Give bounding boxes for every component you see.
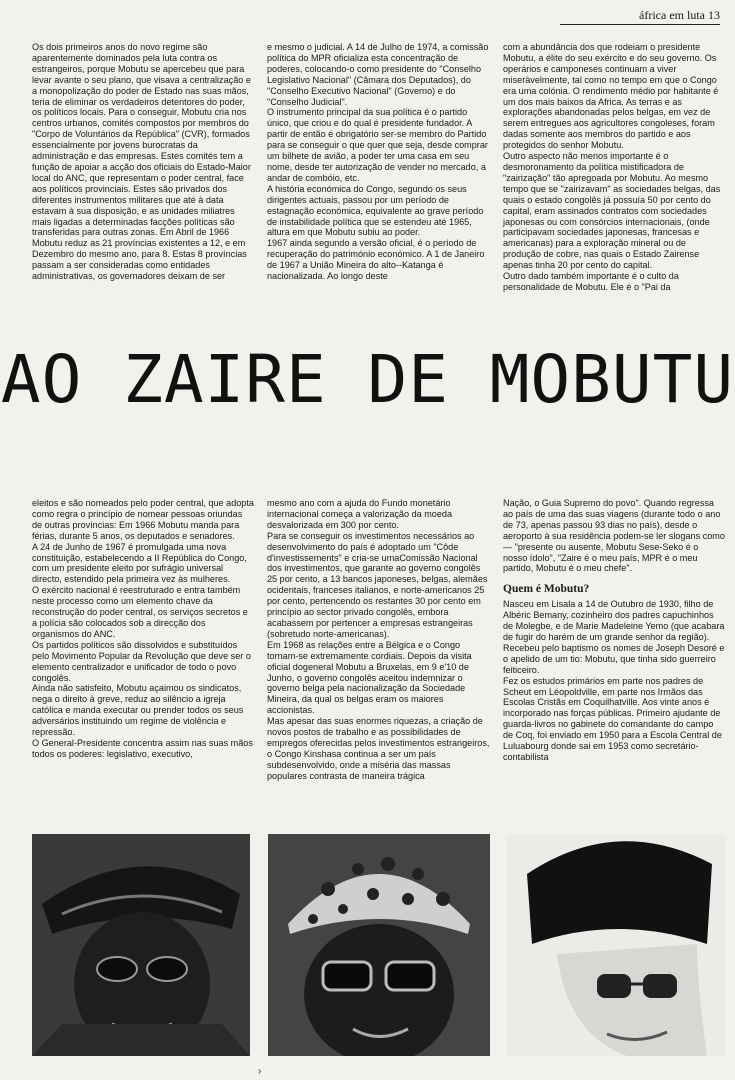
column-top-2: [267, 42, 491, 282]
paragraph: Nação, o Guia Supremo do povo". Quando regressa ao país de uma das suas viagens (durante todo o ano de 73, apenas passou 93 dias no país), desde o aeroporto à sua residência podem-se ler slogans como — "presente ou ausente, Mobutu Sese-Seko é o nosso ídolo", "Zaire é o meu país, MPR é o meu partido, Mobutu é o meu chefe".: [503, 498, 725, 574]
article-title: AO ZAIRE DE MOBUTU: [0, 341, 735, 418]
paragraph: Ainda não satisfeito, Mobutu açaimou os sindicatos, nega o direito à greve, reduz ao silêncio a igreja católica e manda executar ou prender todos os seus adversários instituindo um regime de violência e repressão.: [32, 683, 244, 738]
paragraph: O exército nacional é reestruturado e entra também neste processo como um elemento chave da reconstrução do poder central, os serviços secretos e a polícia são colocados sob a direcção dos organismos do ANC.: [32, 585, 248, 639]
column-bottom-3-intro: [503, 498, 725, 574]
paragraph: O instrumento principal da sua política é o partido único, que criou e do qual é presidente fundador. A partir de então é obrigatório ser-se membro do Partido para se conseguir o que quer que seja, desde comprar um bilhete de avião, a poder ter uma casa em seu nome, desde ter autorização de vender no mercado, a andar de combóio, etc.: [267, 107, 488, 183]
paragraph: Os partidos políticos são dissolvidos e substituídos pelo Movimento Popular da Revolução que deve ser o elemento centralizador e unificador de todo o povo congolês.: [32, 639, 251, 683]
paragraph: O General-Presidente concentra assim nas suas mãos todos os poderes: legislativo, executivo,: [32, 737, 253, 759]
subhead-quem-e-mobutu: Quem é Mobutu?: [503, 583, 590, 596]
paragraph: Nasceu em Lisala a 14 de Outubro de 1930, filho de Albéric Bemany, cozinheiro dos padres capuchinhos de Molegbe, e de Marie Madeleine Yemo (que acabara de fugir do harém de um grande senhor da região).: [503, 599, 725, 642]
paragraph: Os dois primeiros anos do novo regime são aparentemente dominados pela luta contra os estrangeiros, porque Mobutu se apercebeu que para levar avante o seu plano, que visava a centralização e a monopolização do poder de Estado nas suas mãos, teria de eliminar os verdadeiros detentores do poder, os políticos locais. Para o conseguir, Mobutu cria nos centros urbanos, comités compostos por membros do "Corpo de Voluntários da República" (CVR), formados essencialmente por jovens burocratas da administração e das empresas. Estes comités tem a função de apoiar a acção dos oficiais do Estado-Maior local do ANC, que representam o poder central, face aos políticos provinciais. Estes são privados dos diferentes instrumentos militares que até à data estavam à sua disposição, e as unidades miliatres mais ligadas a determinadas facções políticas são transferidas para outras zonas. Em Abril de 1966 Mobutu reduz as 21 províncias existentes a 12, e em Dezembro do mesmo ano, para 8. Estas 8 províncias passam a ser consideradas como entidades administrativas, os governadores deixam de ser: [32, 42, 251, 282]
paragraph: A história económica do Congo, segundo os seus dirigentes actuais, passou por um período de estagnação económica, equivalente ao grave período de instabilidade política que se estendeu até 1965, altura em que Mobutu subiu ao poder.: [267, 183, 484, 238]
paragraph: Outro aspecto não menos importante é o desmoronamento da política mistificadora de "zairização" tão apregoada por Mobutu. Ao mesmo tempo que se "zairizavam" as sociedades belgas, das quais o estado congolês já possuía 50 por cento do capital, eram assinados contratos com sociedades japonesas ou com consórcios internacionais, (onde participavam sociedades japonesas, francesas e americanas) para a exploração mineral ou de produção de cobre, nas quais o Estado Zairense apenas tinha 20 por cento do capital.: [503, 151, 721, 271]
column-top-3: [503, 42, 725, 293]
photo-portrait-military-cap: [32, 834, 250, 1056]
column-bottom-3-body: [503, 599, 725, 763]
paragraph: Em 1968 as relações entre a Bélgica e o Congo tornam-se extremamente cordiais. Depois da visita oficial dogeneral Mobutu a Bruxelas, em 9 e'10 de Junho, o governo congolês aceitou indemnizar o governo belga pela nacionalização da Sociedade Mineira, da qual os belgas eram os maiores accionistas.: [267, 639, 472, 716]
paragraph: com a abundância dos que rodeiam o presidente Mobutu, a élite do seu exército e do seu governo. Os operários e camponeses continuam a viver miseràvelmente, tal como no tempo em que o Congo era uma colónia. O rendimento médio por habitante é um dos mais baixos da Africa. As terras e as explorações abandonadas pelos belgas, em vez de serem entregues aos agricultores congoleses, foram dadas somente aos membros do partido e aos protegidos do senhor Mobutu.: [503, 42, 719, 151]
column-top-1: [32, 42, 254, 282]
column-bottom-1: [32, 498, 254, 760]
page-mark: ›: [258, 1066, 262, 1077]
paragraph: Recebeu pelo baptismo os nomes de Joseph Desoré e o apelido de um tio: Mobutu, que tinha sido guerreiro feiticeiro.: [503, 642, 725, 675]
paragraph: 1967 ainda segundo a versão oficial, é o período de recuperação do património económico. A 1 de Janeiro de 1967 a União Mineira do alto--Katanga é nacionalizada. Ao longo deste: [267, 238, 485, 282]
photo-portrait-leopard-hat: [268, 834, 490, 1056]
paragraph: mesmo ano com a ajuda do Fundo monetário internacional começa a valorização da moeda desvalorizada em 300 por cento.: [267, 498, 453, 530]
paragraph: A 24 de Junho de 1967 é promulgada uma nova constituição, estabelecendo a II República do Congo, com um presidente eleito por sufrágio universal directo, estendido pela primeira vez às mulheres.: [32, 541, 247, 585]
column-bottom-2: [267, 498, 491, 782]
paragraph: eleitos e são nomeados pelo poder central, que adopta como regra o princípio de nomear pessoas oriundas de outras províncias: Em 1966 Mobutu manda para férias, durante 5 anos, os deputados e senadores.: [32, 498, 254, 541]
paragraph: Outro dado também importante é o culto da personalidade de Mobutu. Ele é o "Pai da: [503, 271, 679, 292]
column-bottom-3: [503, 498, 725, 763]
paragraph: Mas apesar das suas enormes riquezas, a criação de novos postos de trabalho e as possibilidades de empregos oferecidas pelos investimentos estrangeiros, o Congo Kinshasa continua a ser um país subdesenvolvido, onde a miséria das massas populares contrasta de maneira trágica: [267, 716, 490, 781]
paragraph: e mesmo o judicial. A 14 de Julho de 1974, a comissão política do MPR oficializa esta concentração de poderes, colocando-o como presidente do "Conselho Legislativo Nacional" (Câmara dos Deputados), do "Conselho Executivo Nacional" (Governo) e do "Conselho Judicial".: [267, 42, 489, 107]
paragraph: Fez os estudos primários em parte nos padres de Scheut em Léopoldville, em parte nos Irmãos das Escolas Cristãs em Coquilhatville. Aos vinte anos é incorporado nas forças públicas. Primeiro ajudante de guarda-livros no gabinete do comandante do campo de Coq, foi enviado em 1950 para a Escola Central de Luluabourg donde sai em 1953 como secretário-contabilista: [503, 675, 722, 762]
photo-portrait-glasses-hat: [507, 834, 725, 1056]
running-head: áfrica em luta 13: [560, 8, 720, 25]
paragraph: Para se conseguir os investimentos necessários ao desenvolvimento do país é adoptado um "Côde d'investissements" e cria-se umaComissão Nacional dos investimentos, que garante ao governo congolês 25 por cento, a 13 bancos japoneses, belgas, alemães ocidentais, franceses italianos, e norte-americanos 25 por cento, pertencendo os restantes 30 por cento em princípio ao sector privado congolês, embora acabassem por pertencer a empresas estrangeiras (sobretudo norte-americanas).: [267, 530, 488, 639]
